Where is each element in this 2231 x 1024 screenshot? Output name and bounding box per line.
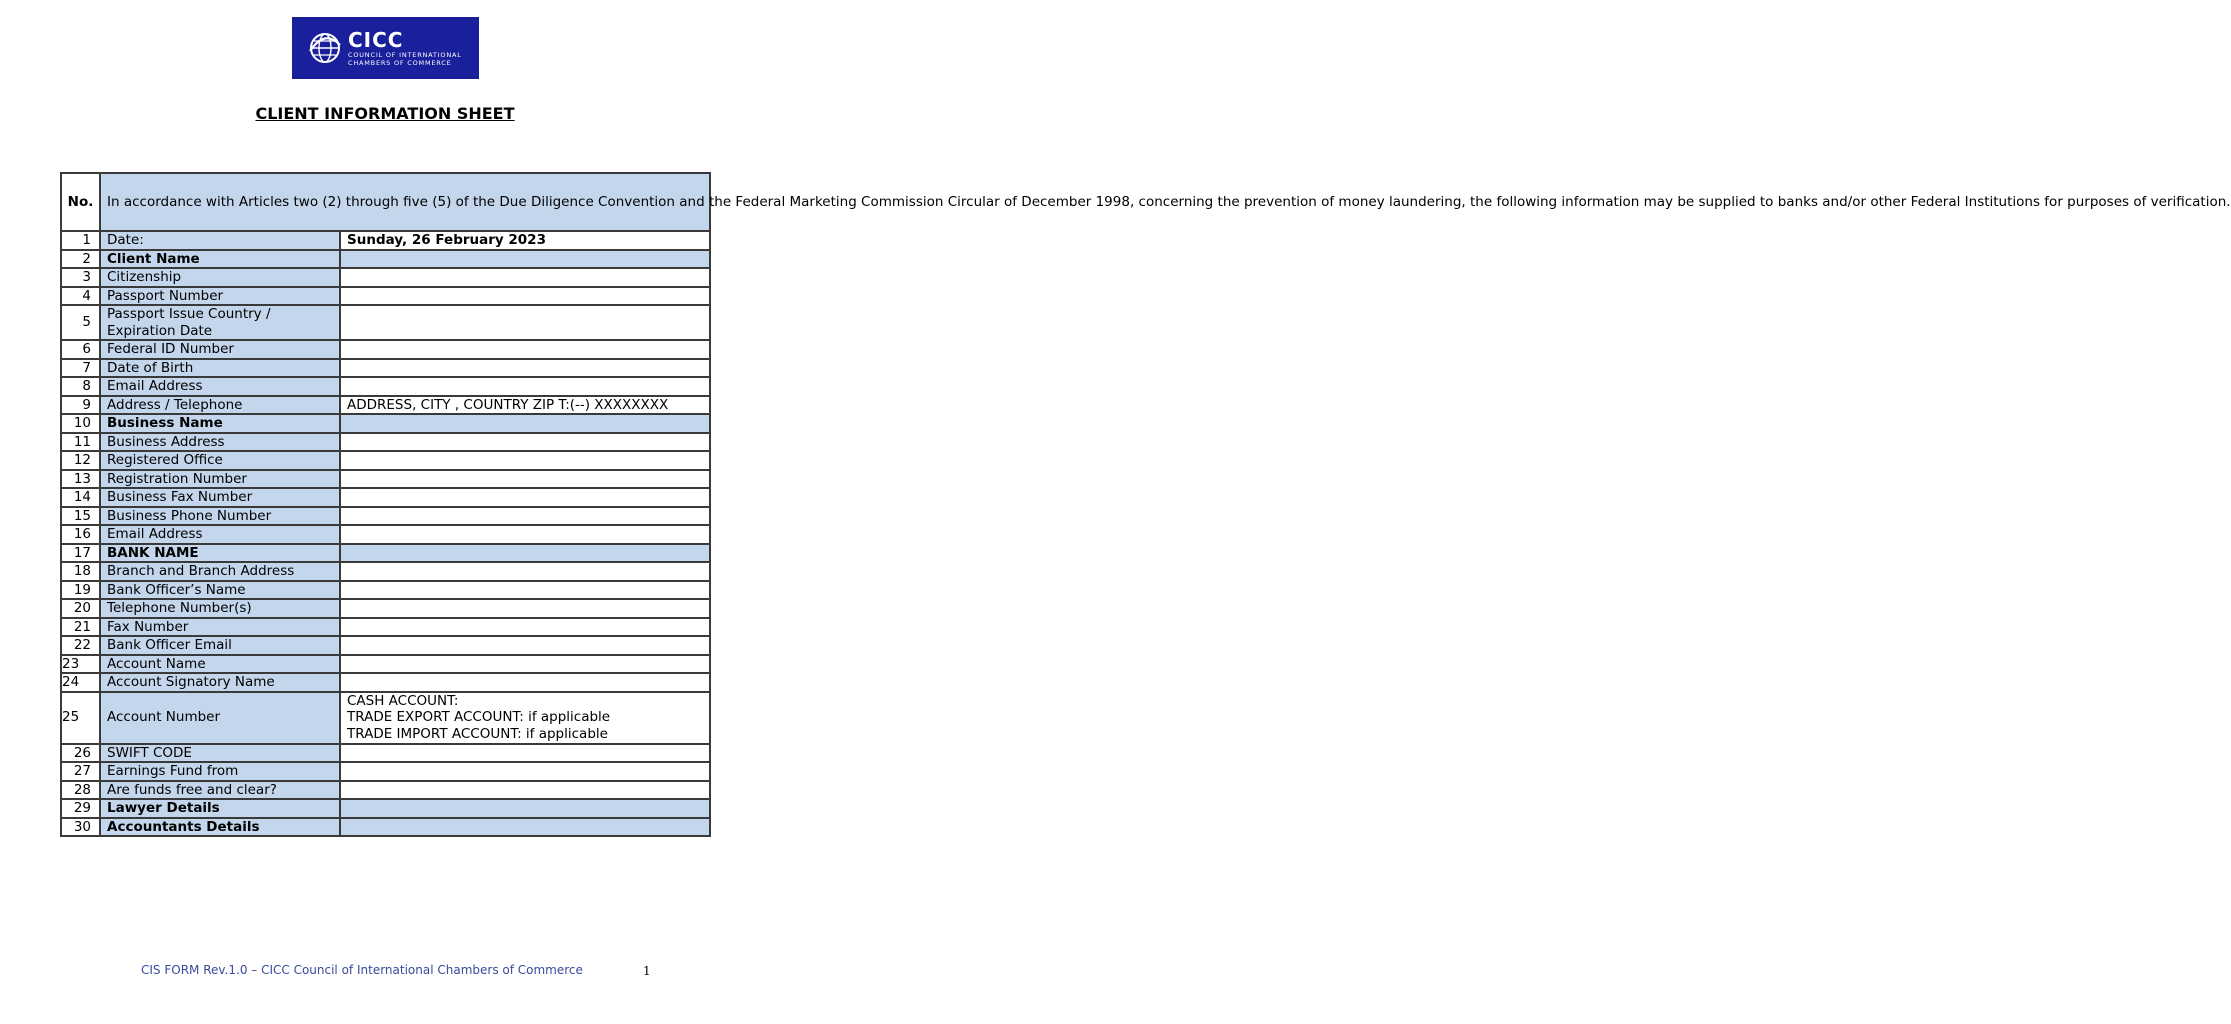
table-row [61, 525, 710, 544]
table-row [61, 377, 710, 396]
row-number: 20 [61, 599, 100, 618]
field-label: Bank Officer Email [100, 636, 340, 655]
row-number: 7 [61, 359, 100, 378]
field-value[interactable]: Sunday, 26 February 2023 [340, 231, 710, 250]
row-number: 1 [61, 231, 100, 250]
table-row [61, 250, 710, 269]
logo-subtitle-line2: CHAMBERS OF COMMERCE [348, 59, 452, 67]
row-number: 6 [61, 340, 100, 359]
cicc-logo [292, 17, 479, 79]
table-row [61, 599, 710, 618]
field-label: Account Signatory Name [100, 673, 340, 692]
row-number: 29 [61, 799, 100, 818]
field-value[interactable] [340, 762, 710, 781]
table-row [61, 618, 710, 637]
table-row [61, 799, 710, 818]
table-row [61, 433, 710, 452]
table-row [61, 744, 710, 763]
logo-name: CICC [348, 28, 404, 52]
field-value[interactable] [340, 451, 710, 470]
field-label: Federal ID Number [100, 340, 340, 359]
field-label: Earnings Fund from [100, 762, 340, 781]
field-value[interactable] [340, 781, 710, 800]
row-number: 2 [61, 250, 100, 269]
field-label: Passport Number [100, 287, 340, 306]
table-row [61, 655, 710, 674]
table-row [61, 781, 710, 800]
row-number: 13 [61, 470, 100, 489]
row-number: 18 [61, 562, 100, 581]
field-label: Business Fax Number [100, 488, 340, 507]
field-label: Email Address [100, 525, 340, 544]
field-label: SWIFT CODE [100, 744, 340, 763]
field-value[interactable] [340, 655, 710, 674]
field-value[interactable] [340, 799, 710, 818]
row-number: 21 [61, 618, 100, 637]
field-value[interactable] [340, 470, 710, 489]
field-value[interactable] [340, 599, 710, 618]
field-label: Registration Number [100, 470, 340, 489]
field-label: Registered Office [100, 451, 340, 470]
field-label: Branch and Branch Address [100, 562, 340, 581]
field-label: Client Name [100, 250, 340, 269]
field-label: Are funds free and clear? [100, 781, 340, 800]
row-number: 23 [61, 655, 100, 674]
field-label [100, 305, 340, 340]
row-number: 16 [61, 525, 100, 544]
field-value[interactable] [340, 359, 710, 378]
field-value[interactable] [340, 581, 710, 600]
table-row [61, 340, 710, 359]
table-header-row [61, 173, 710, 231]
field-label: Date of Birth [100, 359, 340, 378]
table-row [61, 231, 710, 250]
field-value[interactable] [340, 544, 710, 563]
field-value[interactable] [340, 268, 710, 287]
field-value[interactable]: ADDRESS, CITY , COUNTRY ZIP T:(--) XXXXXXXX [340, 396, 710, 415]
table-row [61, 396, 710, 415]
row-number: 30 [61, 818, 100, 837]
row-number: 12 [61, 451, 100, 470]
table-row [61, 305, 710, 340]
field-label: Business Phone Number [100, 507, 340, 526]
field-label: Date: [100, 231, 340, 250]
table-row [61, 268, 710, 287]
row-number: 28 [61, 781, 100, 800]
field-label: Email Address [100, 377, 340, 396]
footer-text: CIS FORM Rev.1.0 – CICC Council of International Chambers of Commerce [141, 963, 583, 977]
field-label: Business Name [100, 414, 340, 433]
field-label: Account Name [100, 655, 340, 674]
field-label: BANK NAME [100, 544, 340, 563]
table-row [61, 692, 710, 744]
field-label: Business Address [100, 433, 340, 452]
field-value[interactable] [340, 377, 710, 396]
row-number: 4 [61, 287, 100, 306]
field-value[interactable] [340, 818, 710, 837]
field-value[interactable] [340, 507, 710, 526]
field-value[interactable] [340, 692, 710, 744]
table-row [61, 488, 710, 507]
table-row [61, 414, 710, 433]
field-label: Account Number [100, 692, 340, 744]
field-value[interactable] [340, 250, 710, 269]
field-value[interactable] [340, 340, 710, 359]
header-no: No. [61, 173, 100, 231]
field-label-line: Expiration Date [107, 322, 213, 339]
table-row [61, 818, 710, 837]
table-row [61, 470, 710, 489]
field-label: Fax Number [100, 618, 340, 637]
field-value-line: CASH ACCOUNT: [347, 692, 459, 709]
field-label: Address / Telephone [100, 396, 340, 415]
row-number: 25 [61, 692, 100, 744]
field-value-line: TRADE IMPORT ACCOUNT: if applicable [347, 725, 608, 742]
row-number: 24 [61, 673, 100, 692]
row-number: 27 [61, 762, 100, 781]
row-number: 15 [61, 507, 100, 526]
field-value[interactable] [340, 744, 710, 763]
field-value[interactable] [340, 305, 710, 340]
table-row [61, 507, 710, 526]
row-number: 14 [61, 488, 100, 507]
row-number: 22 [61, 636, 100, 655]
row-number: 3 [61, 268, 100, 287]
field-value[interactable] [340, 562, 710, 581]
field-label-line: Passport Issue Country / [107, 306, 271, 322]
table-row [61, 451, 710, 470]
client-info-table [60, 172, 2231, 837]
intro-text: In accordance with Articles two (2) through five (5) of the Due Diligence Convention and the Federal Marketing Commission Circular of December 1998, concerning the prevention of money laundering, the following information may be supplied to banks and/or other Federal Institutions for purposes of verification. [100, 173, 710, 231]
field-value[interactable] [340, 525, 710, 544]
page-title: CLIENT INFORMATION SHEET [255, 104, 515, 123]
table-row [61, 673, 710, 692]
row-number: 11 [61, 433, 100, 452]
field-label: Accountants Details [100, 818, 340, 837]
table-row [61, 544, 710, 563]
field-value[interactable] [340, 287, 710, 306]
row-number: 10 [61, 414, 100, 433]
field-label: Bank Officer’s Name [100, 581, 340, 600]
table-row [61, 762, 710, 781]
field-label: Lawyer Details [100, 799, 340, 818]
row-number: 19 [61, 581, 100, 600]
table-row [61, 287, 710, 306]
field-value[interactable] [340, 673, 710, 692]
field-value[interactable] [340, 618, 710, 637]
table-row [61, 636, 710, 655]
row-number: 5 [61, 305, 100, 340]
table-row [61, 562, 710, 581]
table-row [61, 359, 710, 378]
field-value-line: TRADE EXPORT ACCOUNT: if applicable [347, 709, 611, 726]
field-value[interactable] [340, 488, 710, 507]
page-number: 1 [643, 964, 651, 978]
globe-icon [308, 31, 342, 65]
row-number: 8 [61, 377, 100, 396]
table-row [61, 581, 710, 600]
row-number: 9 [61, 396, 100, 415]
field-label: Telephone Number(s) [100, 599, 340, 618]
field-value[interactable] [340, 636, 710, 655]
row-number: 17 [61, 544, 100, 563]
field-label: Citizenship [100, 268, 340, 287]
field-value[interactable] [340, 414, 710, 433]
row-number: 26 [61, 744, 100, 763]
field-value[interactable] [340, 433, 710, 452]
logo-subtitle-line1: COUNCIL OF INTERNATIONAL [348, 51, 462, 59]
